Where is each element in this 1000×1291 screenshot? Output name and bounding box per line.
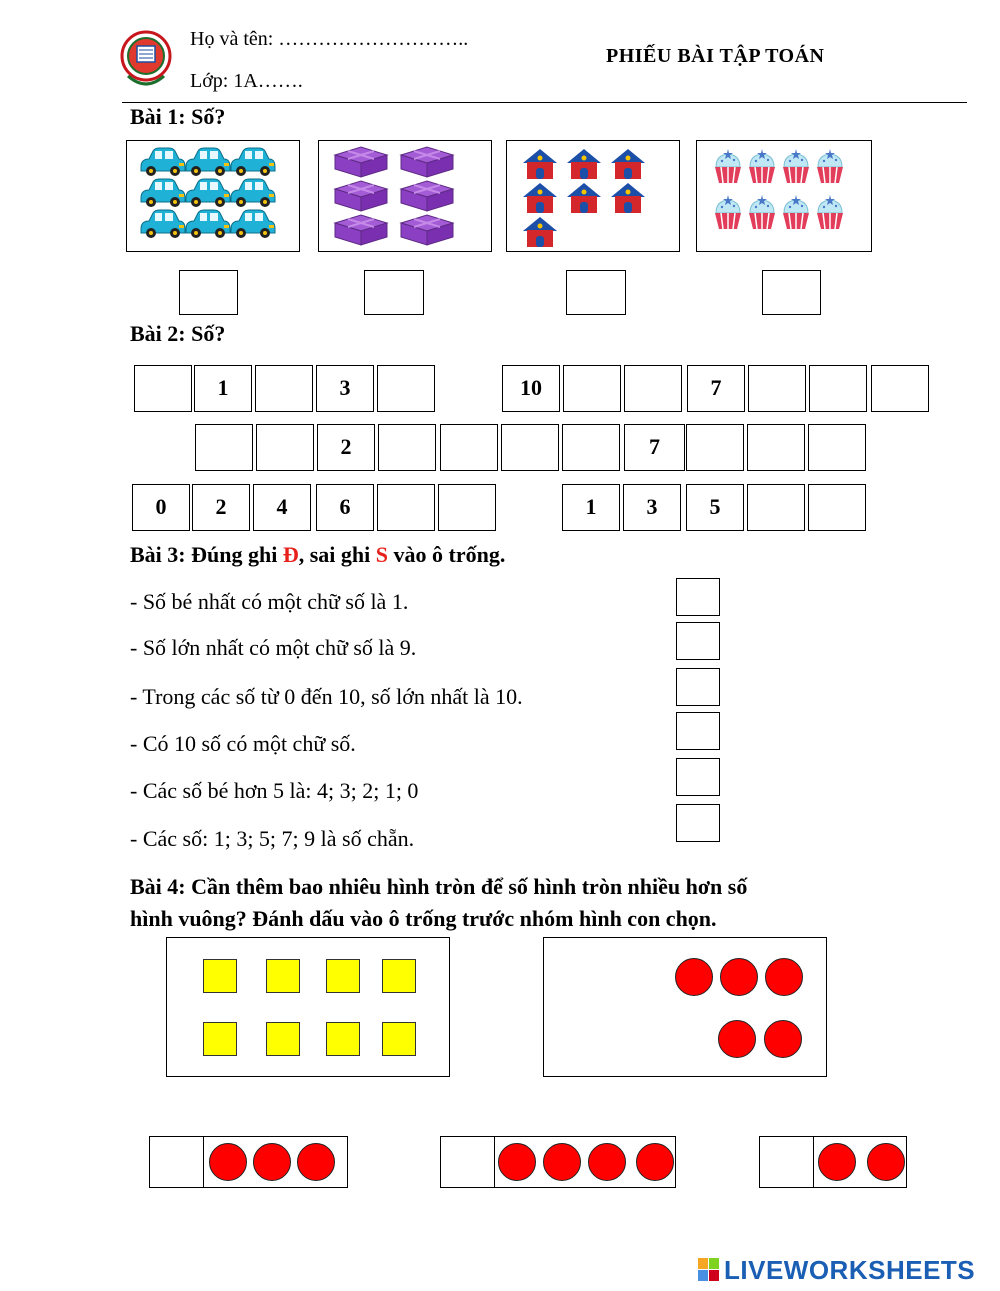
true-false-box[interactable] (676, 758, 720, 796)
sequence-cell[interactable] (871, 365, 929, 412)
red-circle (764, 1020, 802, 1058)
false-mark-letter: S (375, 542, 388, 567)
car-icon (141, 210, 275, 238)
car-icon (141, 179, 275, 207)
picture-houses (506, 140, 680, 252)
red-circle (297, 1143, 335, 1181)
sequence-cell[interactable] (440, 424, 498, 471)
yellow-square (326, 1022, 360, 1056)
sequence-cell: 3 (623, 484, 681, 531)
yellow-square (203, 1022, 237, 1056)
answer-box-cars[interactable] (179, 270, 238, 315)
sequence-cell[interactable] (748, 365, 806, 412)
answer-box-cupcakes[interactable] (762, 270, 821, 315)
house-icon (523, 149, 645, 179)
option-checkbox[interactable] (150, 1137, 204, 1187)
sequence-cell: 1 (562, 484, 620, 531)
yellow-square (326, 959, 360, 993)
sequence-cell: 6 (316, 484, 374, 531)
name-label: Họ và tên: ……………………….. (190, 28, 469, 50)
sequence-cell[interactable] (195, 424, 253, 471)
option-two-circles (759, 1136, 907, 1188)
sequence-cell[interactable] (377, 484, 435, 531)
house-icon (523, 183, 645, 213)
exercise-3-heading (130, 542, 505, 568)
watermark: LIVEWORKSHEETS (724, 1255, 976, 1285)
sequence-cell[interactable] (747, 424, 805, 471)
sequence-cell[interactable] (686, 424, 744, 471)
sequence-cell[interactable] (501, 424, 559, 471)
sequence-cell[interactable] (255, 365, 313, 412)
sequence-cell: 10 (502, 365, 560, 412)
red-circle (498, 1143, 536, 1181)
heading-text: vào ô trống. (388, 542, 506, 567)
exercise-1-heading: Bài 1: Số? (130, 104, 226, 129)
option-checkbox[interactable] (441, 1137, 495, 1187)
answer-box-gift-boxes[interactable] (364, 270, 424, 315)
yellow-square (266, 1022, 300, 1056)
true-false-box[interactable] (676, 578, 720, 616)
circles-group (543, 937, 827, 1077)
squares-group (166, 937, 450, 1077)
sequence-cell[interactable] (562, 424, 620, 471)
true-false-box[interactable] (676, 804, 720, 842)
yellow-square (266, 959, 300, 993)
heading-text: , sai ghi (298, 542, 376, 567)
sequence-cell[interactable] (377, 365, 435, 412)
sequence-cell: 7 (624, 424, 685, 471)
picture-cupcakes (696, 140, 872, 252)
header-divider (122, 102, 967, 103)
statement-text: - Các số bé hơn 5 là: 4; 3; 2; 1; 0 (130, 778, 419, 803)
statement-text: - Các số: 1; 3; 5; 7; 9 là số chẵn. (130, 826, 415, 851)
cupcake-icon (715, 149, 843, 183)
red-circle (818, 1143, 856, 1181)
exercise-4-heading-line-2: hình vuông? Đánh dấu vào ô trống trước nhóm hình con chọn. (130, 906, 717, 931)
sequence-cell[interactable] (624, 365, 682, 412)
sequence-cell: 0 (132, 484, 190, 531)
red-circle (253, 1143, 291, 1181)
sequence-cell[interactable] (438, 484, 496, 531)
picture-gift-boxes (318, 140, 492, 252)
sequence-cell[interactable] (808, 484, 866, 531)
red-circle (675, 958, 713, 996)
true-mark-letter: Đ (282, 542, 299, 567)
class-label: Lớp: 1A……. (190, 70, 303, 92)
yellow-square (382, 959, 416, 993)
picture-cars (126, 140, 300, 252)
red-circle (588, 1143, 626, 1181)
yellow-square (382, 1022, 416, 1056)
school-logo (120, 26, 172, 94)
cupcake-icon (715, 195, 843, 229)
sequence-cell: 4 (253, 484, 311, 531)
red-circle (720, 958, 758, 996)
option-three-circles (149, 1136, 348, 1188)
sequence-cell[interactable] (563, 365, 621, 412)
sequence-cell[interactable] (809, 365, 867, 412)
statement-text: - Số bé nhất có một chữ số là 1. (130, 589, 409, 614)
answer-box-houses[interactable] (566, 270, 626, 315)
red-circle (867, 1143, 905, 1181)
statement-text: - Số lớn nhất có một chữ số là 9. (130, 635, 417, 660)
heading-text: Bài 3: Đúng ghi (130, 542, 283, 567)
red-circle (543, 1143, 581, 1181)
option-four-circles (440, 1136, 676, 1188)
sequence-cell[interactable] (808, 424, 866, 471)
page-title: PHIẾU BÀI TẬP TOÁN (606, 45, 825, 67)
gift-box-icon (335, 215, 453, 245)
sequence-cell[interactable] (256, 424, 314, 471)
yellow-square (203, 959, 237, 993)
sequence-cell[interactable] (134, 365, 192, 412)
house-icon (523, 217, 557, 247)
gift-box-icon (335, 181, 453, 211)
exercise-2-heading: Bài 2: Số? (130, 321, 226, 346)
sequence-cell[interactable] (378, 424, 436, 471)
exercise-4-heading-line-1: Bài 4: Cần thêm bao nhiêu hình tròn để số hình tròn nhiều hơn số (130, 874, 748, 899)
sequence-cell: 1 (194, 365, 252, 412)
sequence-cell: 2 (317, 424, 375, 471)
statement-text: - Có 10 số có một chữ số. (130, 731, 356, 756)
option-checkbox[interactable] (760, 1137, 814, 1187)
true-false-box[interactable] (676, 712, 720, 750)
true-false-box[interactable] (676, 668, 720, 706)
red-circle (636, 1143, 674, 1181)
true-false-box[interactable] (676, 622, 720, 660)
liveworksheets-logo-icon (698, 1258, 720, 1282)
red-circle (718, 1020, 756, 1058)
sequence-cell: 5 (686, 484, 744, 531)
red-circle (765, 958, 803, 996)
car-icon (141, 148, 275, 176)
sequence-cell: 3 (316, 365, 374, 412)
red-circle (209, 1143, 247, 1181)
sequence-cell[interactable] (747, 484, 805, 531)
statement-text: - Trong các số từ 0 đến 10, số lớn nhất là 10. (130, 684, 523, 709)
sequence-cell: 7 (687, 365, 745, 412)
sequence-cell: 2 (192, 484, 250, 531)
gift-box-icon (335, 147, 453, 177)
